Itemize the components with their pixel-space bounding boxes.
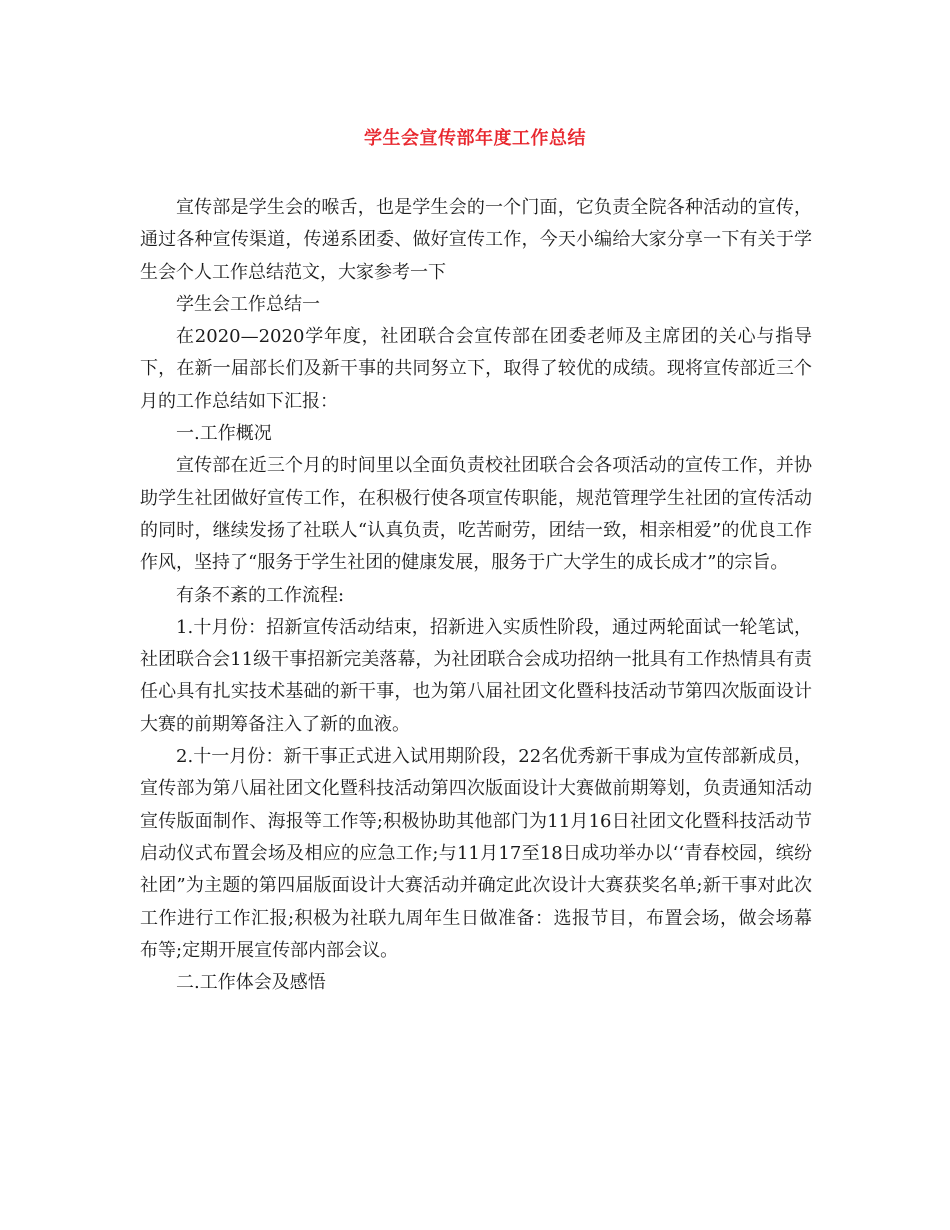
- paragraph-work-overview: 宣传部在近三个月的时间里以全面负责校社团联合会各项活动的宣传工作，并协助学生社团做好宣传工作，在积极行使各项宣传职能，规范管理学生社团的宣传活动的同时，继续发扬了社联人“认真负责，吃苦耐劳，团结一致，相亲相爱”的优良工作作风，坚持了“服务于学生社团的健康发展，服务于广大学生的成长成才”的宗旨。: [140, 455, 812, 574]
- subheading-workflow: 有条不紊的工作流程:: [176, 584, 345, 606]
- list-item-october: 1.十月份：招新宣传活动结束，招新进入实质性阶段，通过两轮面试一轮笔试，社团联合会11级干事招新完美落幕，为社团联合会成功招纳一批具有工作热情具有责任心具有扎实技术基础的新干事，也为第八届社团文化暨科技活动节第四次版面设计大赛的前期筹备注入了新的血液。: [140, 616, 812, 735]
- paragraph-intro: 宣传部是学生会的喉舌，也是学生会的一个门面，它负责全院各种活动的宣传，通过各种宣传渠道，传递系团委、做好宣传工作，今天小编给大家分享一下有关于学生会个人工作总结范文，大家参考一下: [140, 197, 812, 283]
- section-heading-summary-one: 学生会工作总结一: [176, 293, 320, 315]
- document-title: 学生会宣传部年度工作总结: [364, 128, 586, 149]
- document-body: [140, 192, 812, 999]
- list-item-november: 2.十一月份：新干事正式进入试用期阶段，22名优秀新干事成为宣传部新成员，宣传部为第八届社团文化暨科技活动第四次版面设计大赛做前期筹划，负责通知活动宣传版面制作、海报等工作等;积极协助其他部门为11月16日社团文化暨科技活动节启动仪式布置会场及相应的应急工作;与11月17至18日成功举办以‘‘青春校园，缤纷社团”为主题的第四届版面设计大赛活动并确定此次设计大赛获奖名单;新干事对此次工作进行工作汇报;积极为社联九周年生日做准备：选报节目，布置会场，做会场幕布等;定期开展宣传部内部会议。: [140, 746, 812, 961]
- section-heading-reflections: 二.工作体会及感悟: [176, 972, 326, 994]
- paragraph-report-opening: 在2020—2020学年度，社团联合会宣传部在团委老师及主席团的关心与指导下，在新一届部长们及新干事的共同努立下，取得了较优的成绩。现将宣传部近三个月的工作总结如下汇报：: [140, 326, 812, 412]
- section-heading-work-overview: 一.工作概况: [176, 423, 272, 445]
